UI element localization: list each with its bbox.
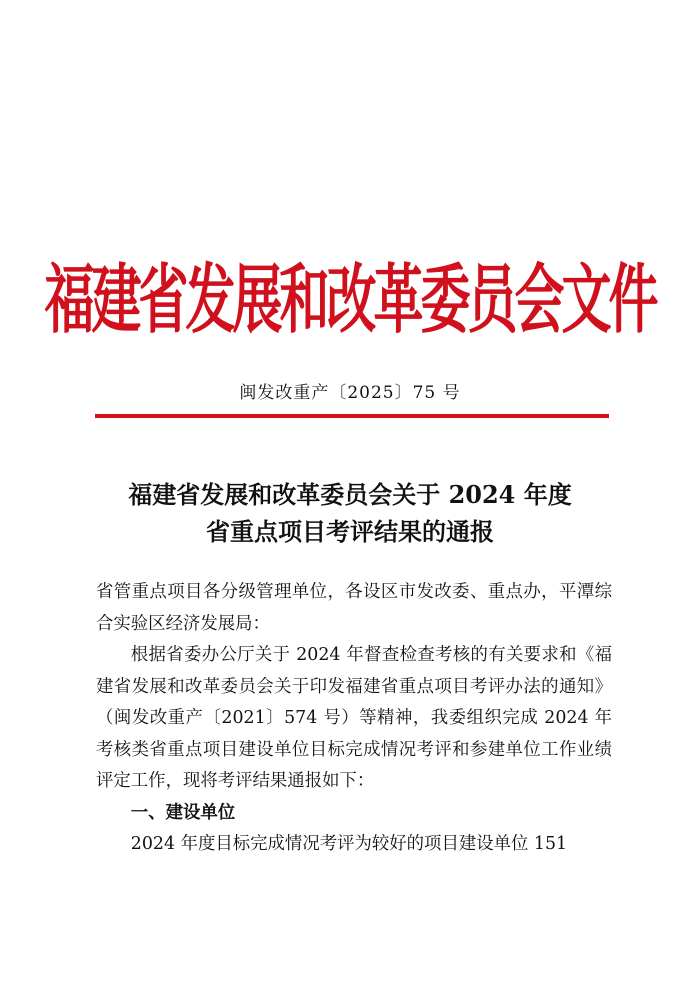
addressee-paragraph: 省管重点项目各分级管理单位，各设区市发改委、重点办，平潭综合实验区经济发展局： <box>96 582 612 634</box>
body-paragraph-2: 2024 年度目标完成情况考评为较好的项目建设单位 151 <box>130 834 568 854</box>
document-title-line-1: 福建省发展和改革委员会关于 2024 年度 <box>128 480 572 509</box>
body-paragraph-1: 根据省委办公厅关于 2024 年督查检查考核的有关要求和《福建省发展和改革委员会关于印发福建省重点项目考评办法的通知》（闽发改重产〔2021〕574 号）等精神，我委组织完成 2024 年考核类省重点项目建设单位目标完成情况考评和参建单位工作业绩评定工作，现将考评结果通报如下： <box>96 645 612 791</box>
red-divider-line <box>95 414 609 418</box>
issuer-header-title: 福建省发展和改革委员会文件 <box>44 255 656 344</box>
document-title-line-2: 省重点项目考评结果的通报 <box>206 517 494 546</box>
document-body <box>96 577 612 861</box>
document-title <box>0 476 700 550</box>
section-heading-construction-units: 一、建设单位 <box>130 802 236 823</box>
document-number: 闽发改重产〔2025〕75 号 <box>239 383 461 403</box>
